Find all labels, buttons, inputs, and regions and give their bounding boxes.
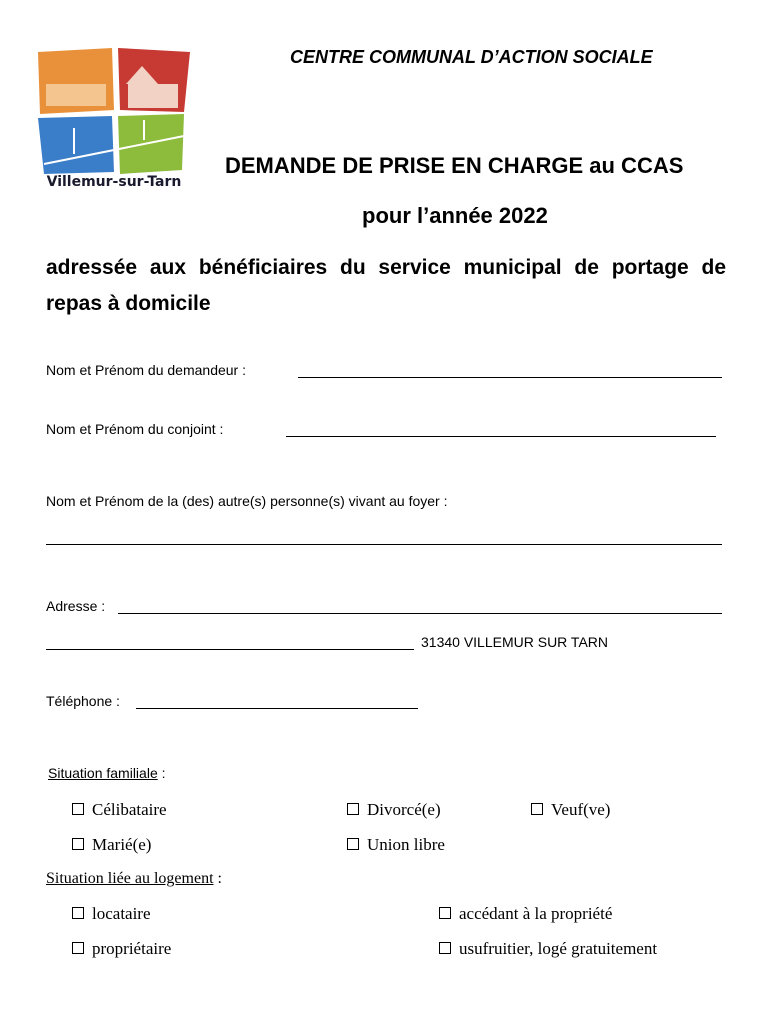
- option-locataire-label: locataire: [92, 904, 151, 923]
- checkbox-icon[interactable]: [72, 838, 84, 850]
- option-proprietaire[interactable]: [72, 939, 171, 959]
- option-veuf-label: Veuf(ve): [551, 800, 611, 819]
- document-year: pour l’année 2022: [362, 203, 548, 228]
- city-postcode: 31340 VILLEMUR SUR TARN: [421, 634, 608, 650]
- option-locataire[interactable]: [72, 904, 151, 924]
- phone-label: Téléphone :: [46, 693, 120, 709]
- option-marie[interactable]: [72, 835, 151, 855]
- document-subtitle: adressée aux bénéficiaires du service municipal de portage de repas à domicile: [46, 256, 726, 315]
- logo-graphic: [34, 44, 194, 176]
- checkbox-icon[interactable]: [439, 942, 451, 954]
- housing-situation-heading: [46, 870, 222, 888]
- spouse-name-line[interactable]: [286, 436, 716, 437]
- phone-line[interactable]: [136, 708, 418, 709]
- option-divorce-label: Divorcé(e): [367, 800, 441, 819]
- option-divorce[interactable]: [347, 800, 441, 820]
- option-proprietaire-label: propriétaire: [92, 939, 172, 958]
- applicant-label: Nom et Prénom du demandeur :: [46, 362, 246, 378]
- logo-city-name: Villemur-sur-Tarn: [46, 174, 182, 190]
- spouse-label: Nom et Prénom du conjoint :: [46, 421, 224, 437]
- checkbox-icon[interactable]: [72, 907, 84, 919]
- family-situation-colon: :: [161, 765, 166, 781]
- option-accedant-label: accédant à la propriété: [459, 904, 613, 923]
- family-situation-heading: [48, 765, 166, 781]
- checkbox-icon[interactable]: [347, 838, 359, 850]
- housing-situation-colon: :: [217, 870, 222, 887]
- checkbox-icon[interactable]: [72, 803, 84, 815]
- family-situation-label: Situation familiale: [48, 765, 158, 781]
- option-union-libre[interactable]: [347, 835, 445, 855]
- option-celibataire-label: Célibataire: [92, 800, 167, 819]
- address-line-2[interactable]: [46, 649, 414, 650]
- household-label: Nom et Prénom de la (des) autre(s) personne(s) vivant au foyer :: [46, 493, 448, 509]
- option-veuf[interactable]: [531, 800, 610, 820]
- option-union-libre-label: Union libre: [367, 835, 445, 854]
- checkbox-icon[interactable]: [72, 942, 84, 954]
- option-usufruitier-label: usufruitier, logé gratuitement: [459, 939, 658, 958]
- option-celibataire[interactable]: [72, 800, 167, 820]
- checkbox-icon[interactable]: [531, 803, 543, 815]
- housing-situation-label: Situation liée au logement: [46, 870, 214, 887]
- option-usufruitier[interactable]: [439, 939, 657, 959]
- address-line-1[interactable]: [118, 613, 722, 614]
- applicant-name-line[interactable]: [298, 377, 722, 378]
- document-title: DEMANDE DE PRISE EN CHARGE au CCAS: [225, 153, 684, 178]
- option-accedant[interactable]: [439, 904, 612, 924]
- address-label: Adresse :: [46, 598, 106, 614]
- household-members-line[interactable]: [46, 544, 722, 545]
- checkbox-icon[interactable]: [347, 803, 359, 815]
- city-logo: [34, 44, 194, 200]
- organization-header: CENTRE COMMUNAL D’ACTION SOCIALE: [290, 47, 653, 67]
- checkbox-icon[interactable]: [439, 907, 451, 919]
- option-marie-label: Marié(e): [92, 835, 152, 854]
